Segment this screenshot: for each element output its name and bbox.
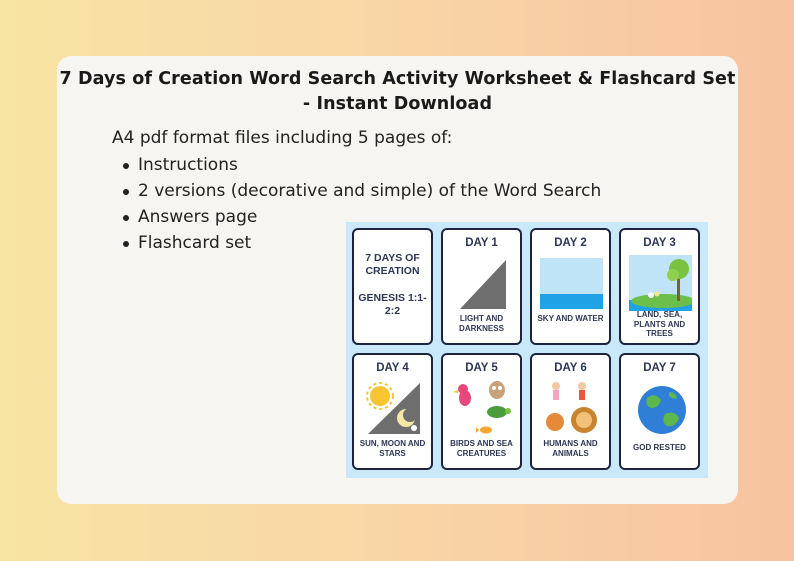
day-label: DAY 2	[554, 237, 587, 249]
flashcard-day-3	[619, 228, 700, 345]
birds-fish-icon	[451, 380, 514, 436]
day-label: DAY 3	[643, 237, 676, 249]
flashcard-day-5	[441, 353, 522, 470]
day-caption: GOD RESTED	[633, 443, 686, 452]
day-caption: BIRDS AND SEA CREATURES	[450, 439, 513, 458]
cover-title: 7 DAYS OF CREATION	[365, 252, 420, 277]
day-label: DAY 6	[554, 362, 587, 374]
day-caption: LAND, SEA, PLANTS AND TREES	[633, 310, 686, 338]
day-label: DAY 1	[465, 237, 498, 249]
title-line-1: 7 Days of Creation Word Search Activity Worksheet & Flashcard Set	[59, 69, 736, 89]
day-label: DAY 5	[465, 362, 498, 374]
list-item: Flashcard set	[121, 230, 601, 256]
flashcard-preview	[346, 222, 708, 478]
list-item: Instructions	[121, 152, 601, 178]
title-line-2: - Instant Download	[302, 94, 493, 114]
list-item: Answers page	[121, 204, 601, 230]
flashcard-day-6	[530, 353, 611, 470]
cover-reference: GENESIS 1:1-2:2	[358, 292, 427, 317]
day-label: DAY 4	[376, 362, 409, 374]
sun-moon-icon	[362, 380, 425, 436]
day-caption: SUN, MOON AND STARS	[359, 439, 426, 458]
light-darkness-icon	[451, 255, 514, 311]
humans-animals-icon	[540, 380, 603, 436]
flashcard-day-7	[619, 353, 700, 470]
flashcard-day-4	[352, 353, 433, 470]
page-title	[57, 67, 738, 117]
day-label: DAY 7	[643, 362, 676, 374]
flashcard-day-1	[441, 228, 522, 345]
product-card	[57, 56, 738, 504]
day-caption: HUMANS AND ANIMALS	[543, 439, 598, 458]
flashcard-cover	[352, 228, 433, 345]
land-plants-icon	[629, 255, 692, 311]
day-caption: LIGHT AND DARKNESS	[459, 314, 504, 333]
sky-water-icon	[540, 255, 603, 311]
intro-text: A4 pdf format files including 5 pages of:	[112, 128, 453, 148]
flashcard-day-2	[530, 228, 611, 345]
day-caption: SKY AND WATER	[537, 314, 604, 323]
earth-icon	[629, 380, 692, 436]
list-item: 2 versions (decorative and simple) of the Word Search	[121, 178, 601, 204]
